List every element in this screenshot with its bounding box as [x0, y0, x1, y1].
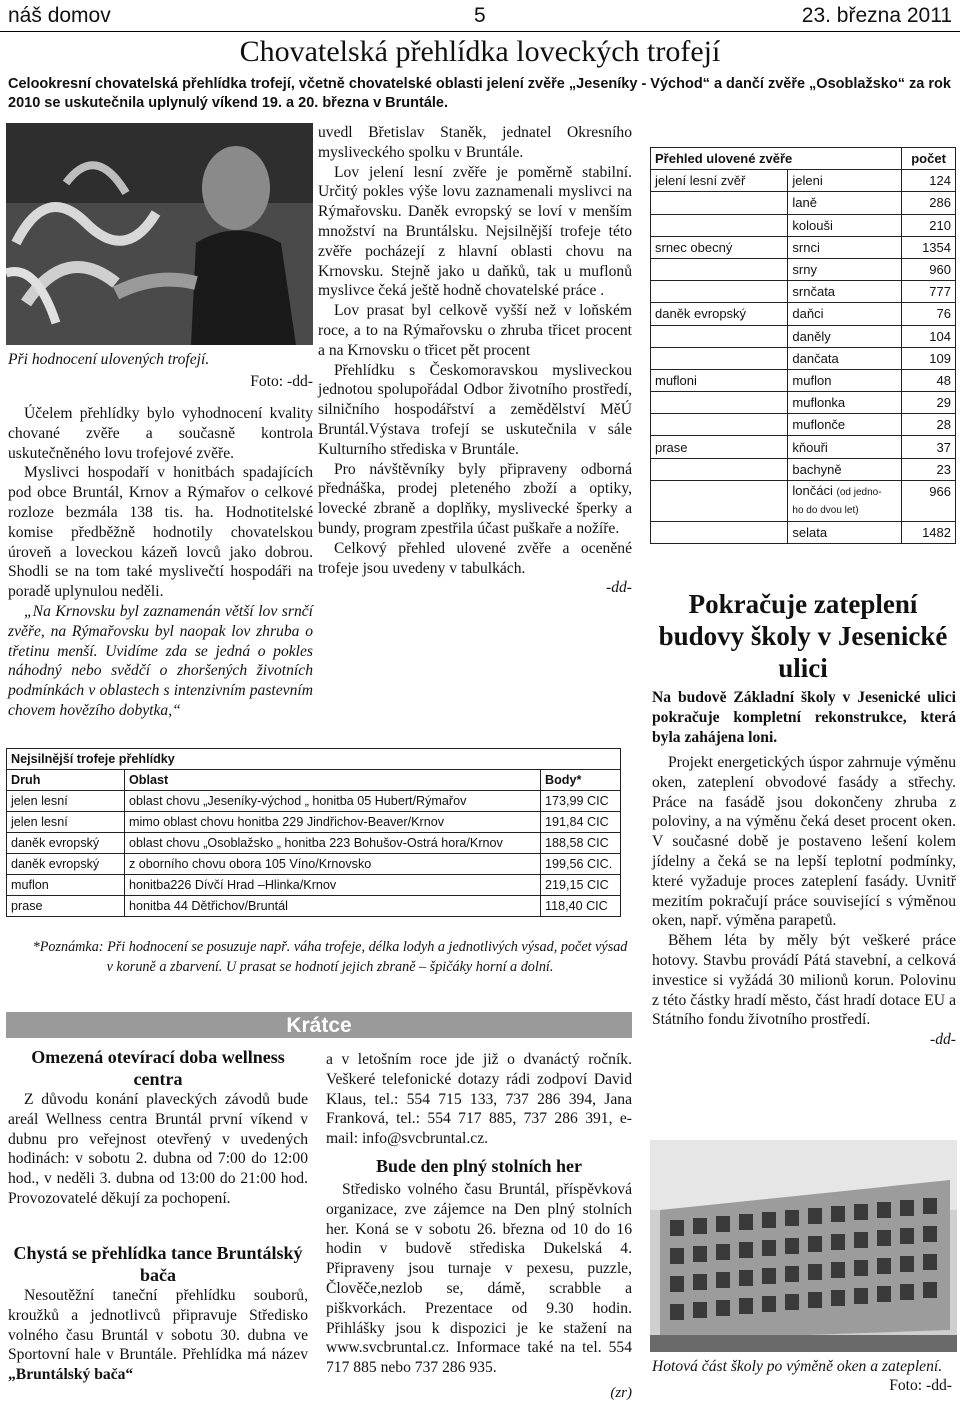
baca-name: „Bruntálský bača“	[8, 1366, 134, 1384]
overview-group	[651, 392, 788, 414]
overview-group	[651, 258, 788, 280]
issue-date: 23. března 2011	[801, 4, 952, 27]
photo-caption: Při hodnocení ulovených trofejí.	[8, 351, 210, 368]
overview-kind: daněly	[788, 325, 902, 347]
article-paragraph: Celkový přehled ulovené zvěře a oceněné trofeje jsou uvedeny v tabulkách.	[318, 539, 632, 577]
page-number: 5	[474, 4, 486, 27]
overview-row	[651, 236, 956, 258]
school-photo-graphic	[650, 1140, 957, 1352]
photo-school-building	[650, 1140, 957, 1352]
overview-count: 124	[902, 170, 956, 192]
overview-row	[651, 281, 956, 303]
overview-kind: dančata	[788, 347, 902, 369]
trophy-cell-species: daněk evropský	[7, 854, 125, 875]
overview-kind: selata	[788, 521, 902, 543]
trophy-cell-points: 188,58 CIC	[541, 833, 621, 854]
trophy-row	[7, 875, 621, 896]
overview-header-row	[651, 148, 956, 170]
overview-row	[651, 458, 956, 480]
overview-kind: bachyně	[788, 458, 902, 480]
trophy-cell-points: 219,15 CIC	[541, 875, 621, 896]
school-paragraph: Projekt energetických úspor zahrnuje výměnu oken, zateplení obvodové fasády a střechy. Práce na fasádě jsou dokončeny zhruba z poloviny, a na výměnu čeká deset procent oken. V současné době je postaveno lešení kolem jídelny a čeká se na lepší teplotní podmínky, které vyžaduje proces zateplení fasády. Uvnitř mezitím pokračují práce související s výměnou oken, např. výměna parapetů.	[652, 754, 956, 930]
baca-text-right	[326, 1050, 632, 1149]
trophy-cell-species: muflon	[7, 875, 125, 896]
overview-row	[651, 369, 956, 391]
overview-row	[651, 303, 956, 325]
overview-row	[651, 414, 956, 436]
overview-group	[651, 458, 788, 480]
overview-row	[651, 480, 956, 521]
col-header-body: Body*	[541, 770, 621, 791]
overview-row	[651, 258, 956, 280]
overview-kind: srnci	[788, 236, 902, 258]
overview-group: prase	[651, 436, 788, 458]
overview-kind: laně	[788, 192, 902, 214]
overview-kind: daňci	[788, 303, 902, 325]
trophy-cell-area: oblast chovu „Osoblažsko „ honitba 223 Bohušov-Ostrá hora/Krnov	[125, 833, 541, 854]
overview-group: mufloni	[651, 369, 788, 391]
stolni-text-box	[326, 1180, 632, 1378]
school-body	[652, 753, 956, 1050]
school-photo-caption: Hotová část školy po výměně oken a zateplení.	[652, 1358, 943, 1375]
overview-group: jelení lesní zvěř	[651, 170, 788, 192]
photo-credit: Foto: -dd-	[250, 373, 313, 390]
article-paragraph: Přehlídku s Českomoravskou mysliveckou jednotou spolupořádal Odbor životního prostředí, silničního hospodářství a zemědělství MěÚ Bruntál.Výstava trofejí se uskutečnila v sále Kulturního střediska v Bruntále.	[318, 361, 632, 458]
article-paragraph: Myslivci hospodaří v honitbách spadajících pod obce Bruntál, Krnov a Rýmařov o celkové rozloze bezmála 138 tis. ha. Hodnotitelské komise předběžně hodnotily chovatelskou úroveň a loveckou kázeň lovců jako dobrou. Shodli se na tom také myslivečtí hospodáři na poradě uplynulou neděli.	[8, 464, 313, 601]
overview-count: 37	[902, 436, 956, 458]
trophy-cell-area: honitba226 Dívčí Hrad –Hlinka/Krnov	[125, 875, 541, 896]
trophy-cell-points: 173,99 CIC	[541, 791, 621, 812]
trophy-row	[7, 896, 621, 917]
trophy-cell-area: mimo oblast chovu honitba 229 Jindřichov-Beaver/Krnov	[125, 812, 541, 833]
overview-row	[651, 521, 956, 543]
overview-kind-label: lončáci	[792, 482, 833, 498]
overview-count: 777	[902, 281, 956, 303]
overview-count: 1482	[902, 521, 956, 543]
overview-group	[651, 325, 788, 347]
wellness-text-box	[8, 1090, 308, 1209]
trophy-table	[6, 748, 621, 917]
overview-title: Přehled ulovené zvěře	[651, 148, 902, 170]
trophy-cell-points: 199,56 CIC.	[541, 854, 621, 875]
trophy-cell-species: jelen lesní	[7, 791, 125, 812]
article-paragraph: Lov jelení lesní zvěře je poměrně stabilní. Určitý pokles výše lovu zaznamenali myslivci na Rýmařovsku. Daněk evropský se loví v menším množství na Bruntálsku. Nejsilnější trofeje této zvěře pocházejí z hlavní oblasti chovu na Krnovsku. Stejně jako u daňků, tak u muflonů myslivce čeká ještě hodně chovatelské práce .	[318, 163, 632, 300]
trophy-cell-points: 118,40 CIC	[541, 896, 621, 917]
overview-count: 210	[902, 214, 956, 236]
overview-kind: muflonče	[788, 414, 902, 436]
article-quote: „Na Krnovsku byl zaznamenán větší lov srnčí zvěře, na Rýmařovsku byl naopak lov zhruba o třetinu menší. Uvidíme zda se jedná o pokles náhodný nebo svědčí o zhoršených životních podmínkách v oblastech s intenzivním pastevním chovem hovězího dobytka,“	[8, 602, 313, 719]
school-photo-credit: Foto: -dd-	[889, 1377, 952, 1394]
baca-text-continued: a v letošním roce jde již o dvanáctý ročník. Veškeré telefonické dotazy rádi zodpoví David Klaus, tel.: 554 715 133, 737 286 394, Jana Franková, tel.: 554 717 885, 737 286 391, e-mail: info@svcbruntal.cz.	[326, 1051, 632, 1148]
overview-table-box	[650, 147, 956, 544]
photo-trophy-evaluation	[6, 123, 313, 345]
overview-group	[651, 414, 788, 436]
overview-kind-note: (od jedno-	[836, 486, 882, 498]
quote-attribution: uvedl Břetislav Staněk, jednatel Okresního mysliveckého spolku v Bruntále.	[318, 124, 632, 161]
overview-group	[651, 192, 788, 214]
overview-kind-note: ho do dvou let)	[792, 504, 859, 516]
article-paragraph: Účelem přehlídky bylo vyhodnocení kvality chované zvěře a současně kontrola uskutečněného lovu trofejové zvěře.	[8, 405, 313, 462]
trophy-cell-species: daněk evropský	[7, 833, 125, 854]
overview-kind: srnčata	[788, 281, 902, 303]
overview-count: 29	[902, 392, 956, 414]
overview-count-header: počet	[902, 148, 956, 170]
overview-count: 104	[902, 325, 956, 347]
overview-kind: muflon	[788, 369, 902, 391]
overview-group	[651, 347, 788, 369]
wellness-title: Omezená otevírací doba wellness centra	[31, 1047, 285, 1089]
trophy-cell-area: oblast chovu „Jeseníky-východ „ honitba 05 Hubert/Rýmařov	[125, 791, 541, 812]
trophy-table-title: Nejsilnější trofeje přehlídky	[7, 749, 621, 770]
school-signature: -dd-	[930, 1031, 956, 1049]
overview-kind: jeleni	[788, 170, 902, 192]
stolni-text: Středisko volného času Bruntál, příspěvková organizace, zve zájemce na Den plný stolních her. Koná se v sobotu 26. března od 10 do 16 hodin v budově střediska Dukelská 4. Připraveny jsou turnaje v pexesu, puzzle, Člověče,nezlob se, dámě, scrabble a piškvorkách. Prezentace od 9.30 hodin. Přihlášky jsou k dispozici je ke stažení na www.svcbruntal.cz. Informace také na tel. 554 717 885 nebo 737 286 935.	[326, 1181, 632, 1377]
kratce-banner	[6, 1012, 632, 1038]
overview-group	[651, 521, 788, 543]
baca-text: Nesoutěžní taneční přehlídku souborů, kroužků a jednotlivců připravuje Středisko volného času Bruntál v sobotu 30. dubna ve Sportovní hale v Bruntále. Přehlídka má název	[8, 1287, 308, 1364]
trophy-cell-points: 191,84 CIC	[541, 812, 621, 833]
overview-kind: kňouři	[788, 436, 902, 458]
overview-row	[651, 436, 956, 458]
kratce-signature: (zr)	[610, 1385, 632, 1401]
lead-paragraph: Celookresní chovatelská přehlídka trofejí, včetně chovatelské oblasti jelení zvěře „Jeseníky - Východ“ a dančí zvěře „Osoblažsko“ za rok 2010 se uskutečnila uplynulý víkend 19. a 20. března v Bruntále.	[8, 76, 951, 111]
overview-count: 1354	[902, 236, 956, 258]
col-header-druh: Druh	[7, 770, 125, 791]
overview-group: srnec obecný	[651, 236, 788, 258]
overview-row	[651, 347, 956, 369]
trophy-row	[7, 791, 621, 812]
trophy-header-row	[7, 770, 621, 791]
overview-kind: srny	[788, 258, 902, 280]
trophy-row	[7, 833, 621, 854]
overview-row	[651, 170, 956, 192]
school-headline: Pokračuje zateplení budovy školy v Jesenické ulici	[658, 589, 948, 683]
kratce-banner-label: Krátce	[286, 1014, 352, 1037]
article-paragraph: Pro návštěvníky byly připraveny odborná přednáška, prodej pleteného zboží a optiky, lovecké zbraně a doplňky, myslivecké šperky a bundy, program zpestřila účast puškaře a nožíře.	[318, 460, 632, 537]
overview-kind: kolouši	[788, 214, 902, 236]
overview-count: 966	[902, 480, 956, 521]
stolni-title: Bude den plný stolních her	[375, 1156, 583, 1176]
school-paragraph: Během léta by měly být veškeré práce hotovy. Stavbu provádí Pátá stavební, a celková investice si vyžádá 30 milionů korun. Polovinu z této částky hradí město, část hradí dotace EU a Státního fondu životního prostředí.	[652, 932, 956, 1029]
article-left-column	[8, 404, 313, 721]
article-middle-column	[318, 123, 632, 598]
overview-count: 76	[902, 303, 956, 325]
trophy-table-box	[6, 748, 630, 917]
overview-row	[651, 392, 956, 414]
article-signature: -dd-	[606, 579, 632, 597]
overview-kind: muflonka	[788, 392, 902, 414]
overview-count: 48	[902, 369, 956, 391]
overview-group	[651, 480, 788, 521]
overview-count: 960	[902, 258, 956, 280]
trophy-row	[7, 812, 621, 833]
article-paragraph: Lov prasat byl celkově vyšší než v loňském roce, a to na Rýmařovsku o zhruba třicet procent a na Krnovsku o třicet pět procent	[318, 302, 632, 359]
baca-text-left	[8, 1286, 308, 1385]
col-header-oblast: Oblast	[125, 770, 541, 791]
baca-title: Chystá se přehlídka tance Bruntálský bača	[13, 1243, 303, 1285]
headline: Chovatelská přehlídka loveckých trofejí	[239, 35, 721, 68]
trophy-cell-species: prase	[7, 896, 125, 917]
photo-trophy-graphic	[6, 123, 313, 345]
overview-count: 109	[902, 347, 956, 369]
overview-group: daněk evropský	[651, 303, 788, 325]
trophy-cell-area: honitba 44 Dětřichov/Bruntál	[125, 896, 541, 917]
overview-group	[651, 281, 788, 303]
school-lead: Na budově Základní školy v Jesenické ulici pokračuje kompletní rekonstrukce, která byla zahájena loni.	[652, 689, 956, 746]
wellness-text: Z důvodu konání plaveckých závodů bude areál Wellness centra Bruntál první víkend v dubnu pro veřejnost otevřený v uvedených hodinách: v sobotu 2. dubna od 7:00 do 12:00 hod., v neděli 3. dubna od 13:00 do 21:00 hod. Provozovatelé děkují za pochopení.	[8, 1091, 308, 1207]
trophy-note: *Poznámka: Při hodnocení se posuzuje např. váha trofeje, délka lodyh a jednotlivých výsad, počet výsad v koruně a zbarvení. U prasat se hodnotí jejich zbraně – špičáky horní a dolní.	[32, 939, 628, 975]
overview-table	[650, 147, 956, 544]
overview-count: 286	[902, 192, 956, 214]
trophy-cell-species: jelen lesní	[7, 812, 125, 833]
overview-count: 28	[902, 414, 956, 436]
overview-group	[651, 214, 788, 236]
overview-count: 23	[902, 458, 956, 480]
overview-row	[651, 325, 956, 347]
overview-row	[651, 214, 956, 236]
trophy-row	[7, 854, 621, 875]
overview-kind	[788, 480, 902, 521]
trophy-cell-area: z oborního chovu obora 105 Víno/Krnovsko	[125, 854, 541, 875]
overview-row	[651, 192, 956, 214]
section-name: náš domov	[8, 4, 111, 27]
